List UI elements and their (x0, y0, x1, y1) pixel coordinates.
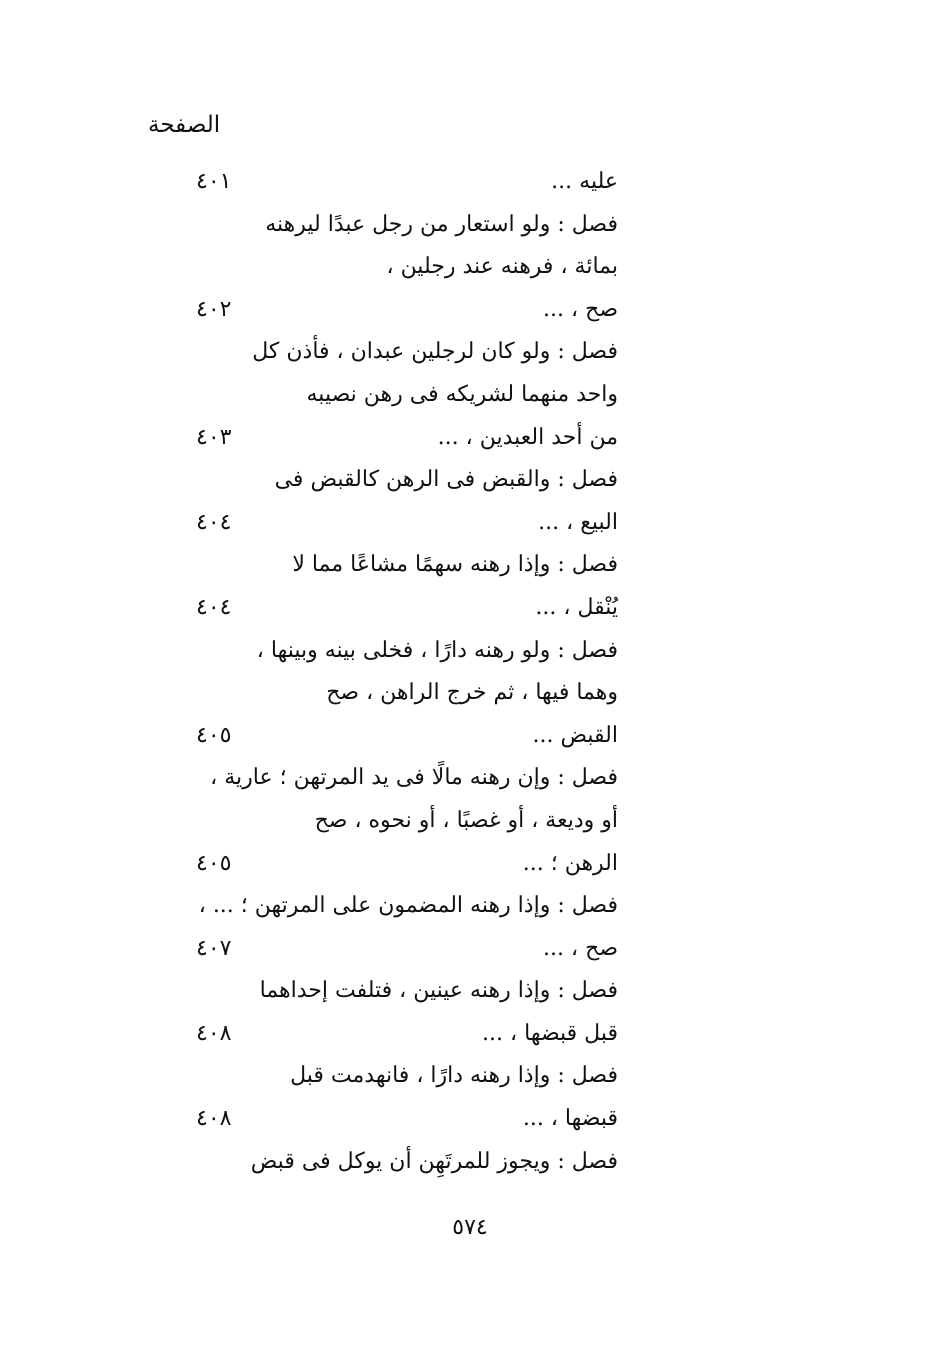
toc-page-number: ٤٠٢ (196, 296, 232, 322)
toc-page-number: ٤٠٣ (196, 424, 232, 450)
toc-entry-title: فصل : ولو رهنه دارًا ، فخلى بينه وبينها ، (256, 637, 618, 663)
toc-page-number: ٤٠٨ (196, 1106, 232, 1132)
toc-entry-continuation: صح ، ... (543, 296, 618, 322)
toc-line (0, 799, 940, 842)
footer-page-number: ٥٧٤ (452, 1215, 488, 1240)
toc-line (0, 458, 940, 501)
toc-entry-continuation: وهما فيها ، ثم خرج الراهن ، صح (326, 680, 618, 706)
toc-line (0, 543, 940, 586)
toc-entry-continuation: من أحد العبدين ، ... (437, 424, 618, 450)
toc-entry-title: فصل : ويجوز للمرتَهِن أن يوكل فى قبض (250, 1148, 618, 1174)
toc-line (0, 203, 940, 246)
toc-line (0, 756, 940, 799)
toc-line (0, 330, 940, 373)
toc-page-number: ٤٠٧ (196, 935, 232, 961)
toc-entry-title: فصل : وإذا رهنه المضمون على المرتهن ؛ ... ، (198, 893, 618, 919)
toc-line (0, 245, 940, 288)
toc-page-number: ٤٠١ (196, 169, 232, 194)
toc-line (0, 1140, 940, 1183)
toc-line (0, 629, 940, 672)
toc-line (0, 288, 940, 331)
toc-entry-title: عليه ... (551, 169, 618, 194)
toc-entry-title: فصل : ولو استعار من رجل عبدًا ليرهنه (265, 211, 618, 237)
toc-entry-continuation: البيع ، ... (538, 509, 618, 535)
toc-line (0, 671, 940, 714)
toc-line (0, 416, 940, 459)
toc-line (0, 160, 940, 203)
toc-entry-continuation: القبض ... (532, 722, 618, 748)
toc-entry-continuation: قبل قبضها ، ... (482, 1020, 618, 1046)
toc-page-number: ٤٠٤ (196, 594, 232, 620)
toc-line (0, 884, 940, 927)
toc-entry-continuation: قبضها ، ... (522, 1106, 618, 1132)
page-column-header: الصفحة (148, 112, 221, 138)
toc-page-number: ٤٠٥ (196, 722, 232, 748)
toc-line (0, 927, 940, 970)
toc-entry-title: فصل : ولو كان لرجلين عبدان ، فأذن كل (252, 339, 618, 365)
table-of-contents (0, 160, 940, 1182)
toc-line (0, 586, 940, 629)
toc-entry-title: فصل : وإذا رهنه عينين ، فتلفت إحداهما (259, 978, 618, 1004)
toc-entry-continuation: واحد منهما لشريكه فى رهن نصيبه (306, 381, 618, 407)
toc-page-number: ٤٠٨ (196, 1020, 232, 1046)
toc-entry-continuation: بمائة ، فرهنه عند رجلين ، (386, 254, 618, 280)
toc-entry-title: فصل : وإذا رهنه سهمًا مشاعًا مما لا (292, 552, 618, 578)
toc-line (0, 501, 940, 544)
toc-line (0, 842, 940, 885)
toc-line (0, 1097, 940, 1140)
toc-entry-title: فصل : والقبض فى الرهن كالقبض فى (274, 467, 618, 493)
toc-line (0, 969, 940, 1012)
toc-line (0, 1054, 940, 1097)
toc-entry-continuation: الرهن ؛ ... (522, 850, 618, 876)
toc-entry-title: فصل : وإذا رهنه دارًا ، فانهدمت قبل (290, 1063, 618, 1089)
toc-line (0, 373, 940, 416)
toc-page-number: ٤٠٤ (196, 509, 232, 535)
toc-entry-continuation: يُنْقل ، ... (535, 594, 618, 620)
toc-line (0, 1012, 940, 1055)
toc-page-number: ٤٠٥ (196, 850, 232, 876)
toc-entry-title: فصل : وإن رهنه مالًا فى يد المرتهن ؛ عارية ، (210, 765, 618, 791)
toc-entry-continuation: أو وديعة ، أو غصبًا ، أو نحوه ، صح (314, 807, 618, 833)
toc-line (0, 714, 940, 757)
toc-entry-continuation: صح ، ... (543, 935, 618, 961)
